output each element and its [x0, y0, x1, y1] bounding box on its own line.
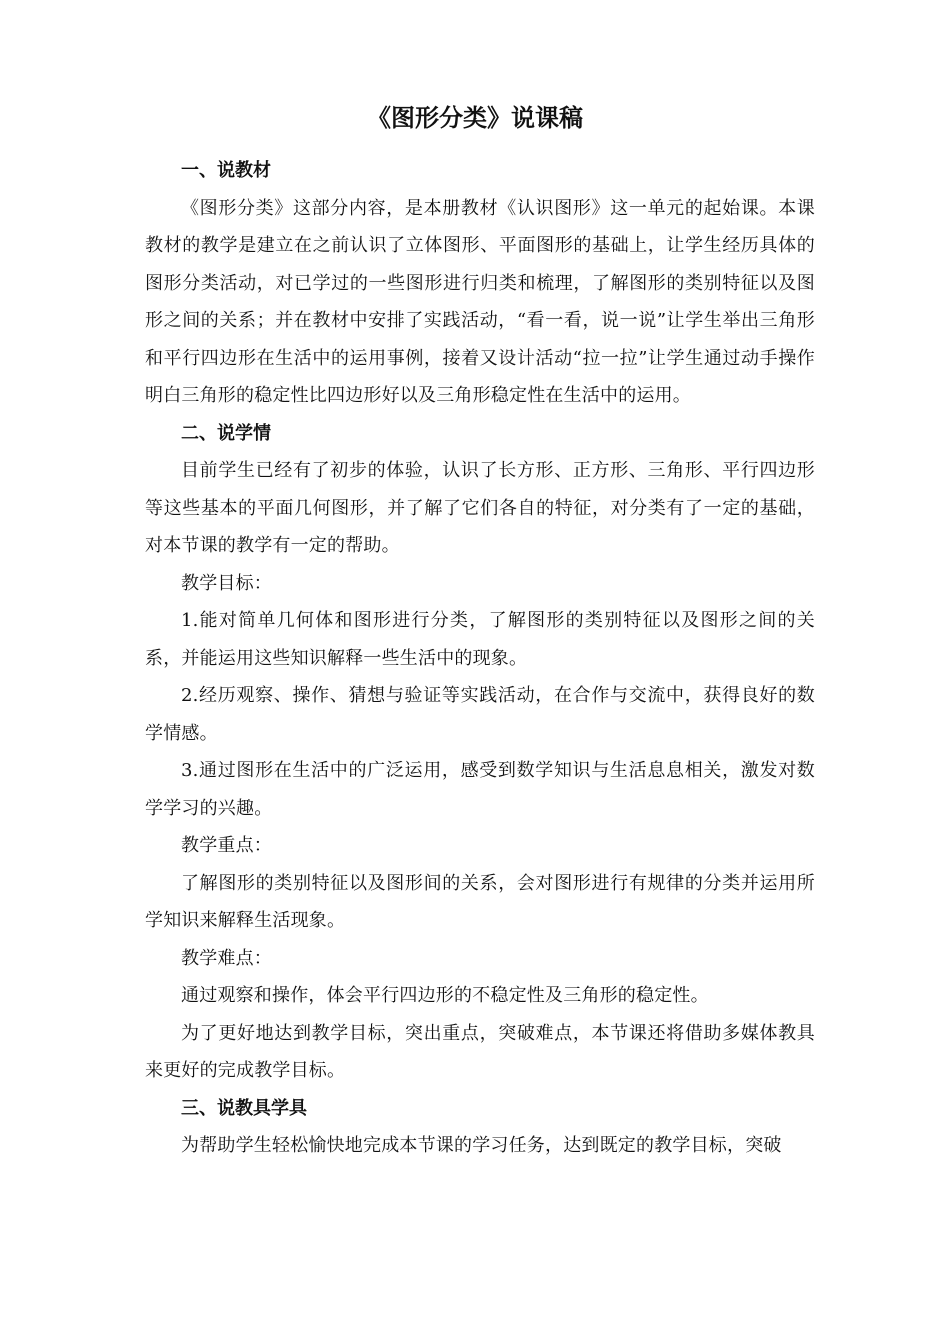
- label-key-points: 教学重点：: [181, 835, 272, 856]
- section-heading-student-situation: 二、说学情: [181, 422, 271, 444]
- paragraph-multimedia: 为了更好地达到教学目标，突出重点，突破难点，本节课还将借助多媒体教具来更好的完成教学目标。: [145, 1022, 815, 1081]
- paragraph-key-points: 了解图形的类别特征以及图形间的关系，会对图形进行有规律的分类并运用所学知识来解释生活现象。: [145, 872, 815, 931]
- label-teaching-goals: 教学目标：: [181, 572, 272, 594]
- section-heading-teaching-aids: 三、说教具学具: [181, 1097, 307, 1119]
- paragraph-student-situation: 目前学生已经有了初步的体验，认识了长方形、正方形、三角形、平行四边形等这些基本的平面几何图形，并了解了它们各自的特征，对分类有了一定的基础，对本节课的教学有一定的帮助。: [145, 460, 815, 556]
- goal-item-2: 2.经历观察、操作、猜想与验证等实践活动，在合作与交流中，获得良好的数学情感。: [145, 685, 815, 744]
- paragraph-difficulties: 通过观察和操作，体会平行四边形的不稳定性及三角形的稳定性。: [181, 985, 709, 1006]
- section-heading-teaching-material: 一、说教材: [181, 160, 271, 181]
- document-body: [145, 152, 815, 1165]
- goal-item-3: 3.通过图形在生活中的广泛运用，感受到数学知识与生活息息相关，激发对数学学习的兴趣。: [145, 760, 815, 819]
- paragraph-teaching-material: 《图形分类》这部分内容，是本册教材《认识图形》这一单元的起始课。本课教材的教学是建立在之前认识了立体图形、平面图形的基础上，让学生经历具体的图形分类活动，对已学过的一些图形进行归类和梳理，了解图形的类别特征以及图形之间的关系；并在教材中安排了实践活动，“看一看，说一说”让学生举出三角形和平行四边形在生活中的运用事例，接着又设计活动“拉一拉”让学生通过动手操作明白三角形的稳定性比四边形好以及三角形稳定性在生活中的运用。: [145, 197, 815, 406]
- page-title: 《图形分类》说课稿: [367, 104, 583, 132]
- goal-item-1: 1.能对简单几何体和图形进行分类，了解图形的类别特征以及图形之间的关系，并能运用这些知识解释一些生活中的现象。: [145, 610, 815, 669]
- label-difficulties: 教学难点：: [181, 947, 272, 969]
- paragraph-teaching-aids: 为帮助学生轻松愉快地完成本节课的学习任务，达到既定的教学目标，突破: [181, 1135, 782, 1156]
